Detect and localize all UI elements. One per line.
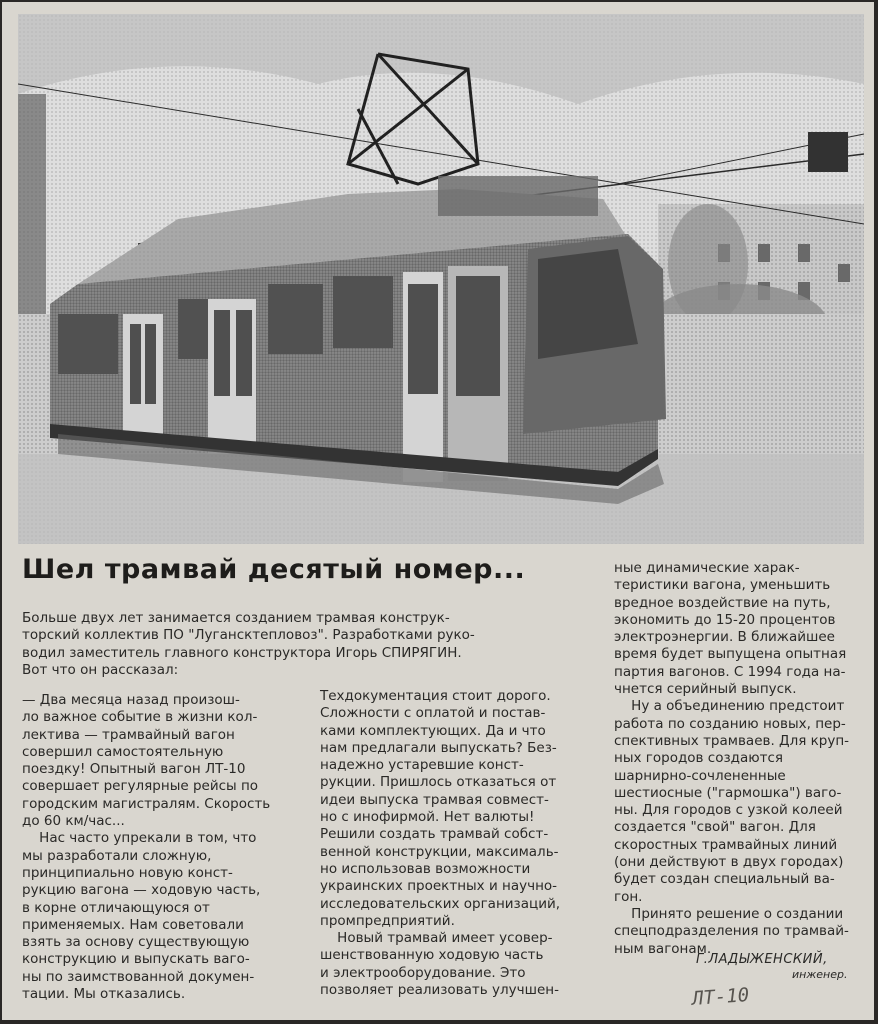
text-line: но использовав возможности xyxy=(320,860,531,877)
text-line: вредное воздействие на путь, xyxy=(614,594,831,611)
text-line: лектива — трамвайный вагон xyxy=(22,726,235,743)
text-line: ным вагонам. xyxy=(614,940,712,957)
tram-photo xyxy=(18,14,864,544)
text-line: спективных трамваев. Для круп- xyxy=(614,732,850,749)
text-line: Нас часто упрекали в том, что xyxy=(22,830,257,847)
text-line: рукции. Пришлось отказаться от xyxy=(320,774,557,791)
text-line: будет создан специальный ва- xyxy=(614,871,835,888)
text-line: до 60 км/час... xyxy=(22,813,125,830)
text-line: Больше двух лет занимается созданием трамвая конструк- xyxy=(22,610,450,626)
text-line: экономить до 15-20 процентов xyxy=(614,611,836,628)
text-line: спецподразделения по трамвай- xyxy=(614,923,849,940)
text-line: работа по созданию новых, пер- xyxy=(614,715,846,732)
text-line: Решили создать трамвай собст- xyxy=(320,826,549,843)
text-line: Ну а объединению предстоит xyxy=(614,698,845,715)
text-line: ны. Для городов с узкой колеей xyxy=(614,802,843,819)
text-line: Принято решение о создании xyxy=(614,905,844,922)
text-line: применяемых. Нам советовали xyxy=(22,916,244,933)
article-column-3 xyxy=(614,560,870,958)
text-line: — Два месяца назад произош- xyxy=(22,692,240,708)
text-line: Сложности с оплатой и постав- xyxy=(320,705,546,722)
text-line: позволяет реализовать улучшен- xyxy=(320,982,559,999)
text-line: теристики вагона, уменьшить xyxy=(614,577,831,594)
text-line: водил заместитель главного конструктора Игорь СПИРЯГИН. xyxy=(22,644,462,661)
text-line: совершает регулярные рейсы по xyxy=(22,778,259,795)
text-line: (они действуют в двух городах) xyxy=(614,854,844,871)
text-line: взять за основу существующую xyxy=(22,934,250,951)
text-line: чнется серийный выпуск. xyxy=(614,681,797,698)
text-line: и электрооборудование. Это xyxy=(320,964,526,981)
article-column-2 xyxy=(320,688,600,999)
handwritten-note: ЛТ-10 xyxy=(691,984,750,1010)
text-line: совершил самостоятельную xyxy=(22,743,224,760)
tram-illustration xyxy=(18,14,864,544)
text-line: исследовательских организаций, xyxy=(320,895,561,912)
text-line: скоростных трамвайных линий xyxy=(614,836,838,853)
text-line: гон. xyxy=(614,888,643,905)
text-line: время будет выпущена опытная xyxy=(614,646,847,663)
text-line: Техдокументация стоит дорого. xyxy=(320,688,551,704)
text-line: электроэнергии. В ближайшее xyxy=(614,629,835,646)
article-intro xyxy=(22,610,582,679)
text-line: идеи выпуска трамвая совмест- xyxy=(320,791,549,808)
newspaper-clipping xyxy=(2,2,874,1020)
text-line: венной конструкции, максималь- xyxy=(320,843,559,860)
text-line: ло важное событие в жизни кол- xyxy=(22,709,258,726)
text-line: надежно устаревшие конст- xyxy=(320,757,524,774)
text-line: ны по заимствованной докумен- xyxy=(22,968,255,985)
text-line: шестиосные ("гармошка") ваго- xyxy=(614,784,842,801)
author-role: инженер. xyxy=(792,968,848,981)
text-line: поездку! Опытный вагон ЛТ-10 xyxy=(22,761,246,778)
text-line: в корне отличающуюся от xyxy=(22,899,210,916)
text-line: конструкцию и выпускать ваго- xyxy=(22,951,250,968)
author-signature: Г.ЛАДЫЖЕНСКИЙ, xyxy=(696,952,828,967)
text-line: создается "свой" вагон. Для xyxy=(614,819,816,836)
text-line: ные динамические харак- xyxy=(614,560,800,576)
text-line: торский коллектив ПО "Лугансктепловоз". Разработками руко- xyxy=(22,627,475,644)
text-line: Вот что он рассказал: xyxy=(22,661,179,678)
text-line: шенствованную ходовую часть xyxy=(320,947,544,964)
text-line: но с инофирмой. Нет валюты! xyxy=(320,809,535,826)
text-line: рукцию вагона — ходовую часть, xyxy=(22,882,261,899)
text-line: тации. Мы отказались. xyxy=(22,986,186,1003)
text-line: принципиально новую конст- xyxy=(22,864,233,881)
text-line: шарнирно-сочлененные xyxy=(614,767,786,784)
text-line: ками комплектующих. Да и что xyxy=(320,722,546,739)
text-line: промпредприятий. xyxy=(320,912,455,929)
text-line: ных городов создаются xyxy=(614,750,784,767)
article-column-1 xyxy=(22,692,297,1003)
text-line: нам предлагали выпускать? Без- xyxy=(320,739,557,756)
text-line: мы разработали сложную, xyxy=(22,847,212,864)
text-line: украинских проектных и научно- xyxy=(320,878,558,895)
text-line: городским магистралям. Скорость xyxy=(22,795,271,812)
article-headline: Шел трамвай десятый номер... xyxy=(22,554,526,585)
text-line: Новый трамвай имеет усовер- xyxy=(320,930,553,947)
text-line: партия вагонов. С 1994 года на- xyxy=(614,663,846,680)
